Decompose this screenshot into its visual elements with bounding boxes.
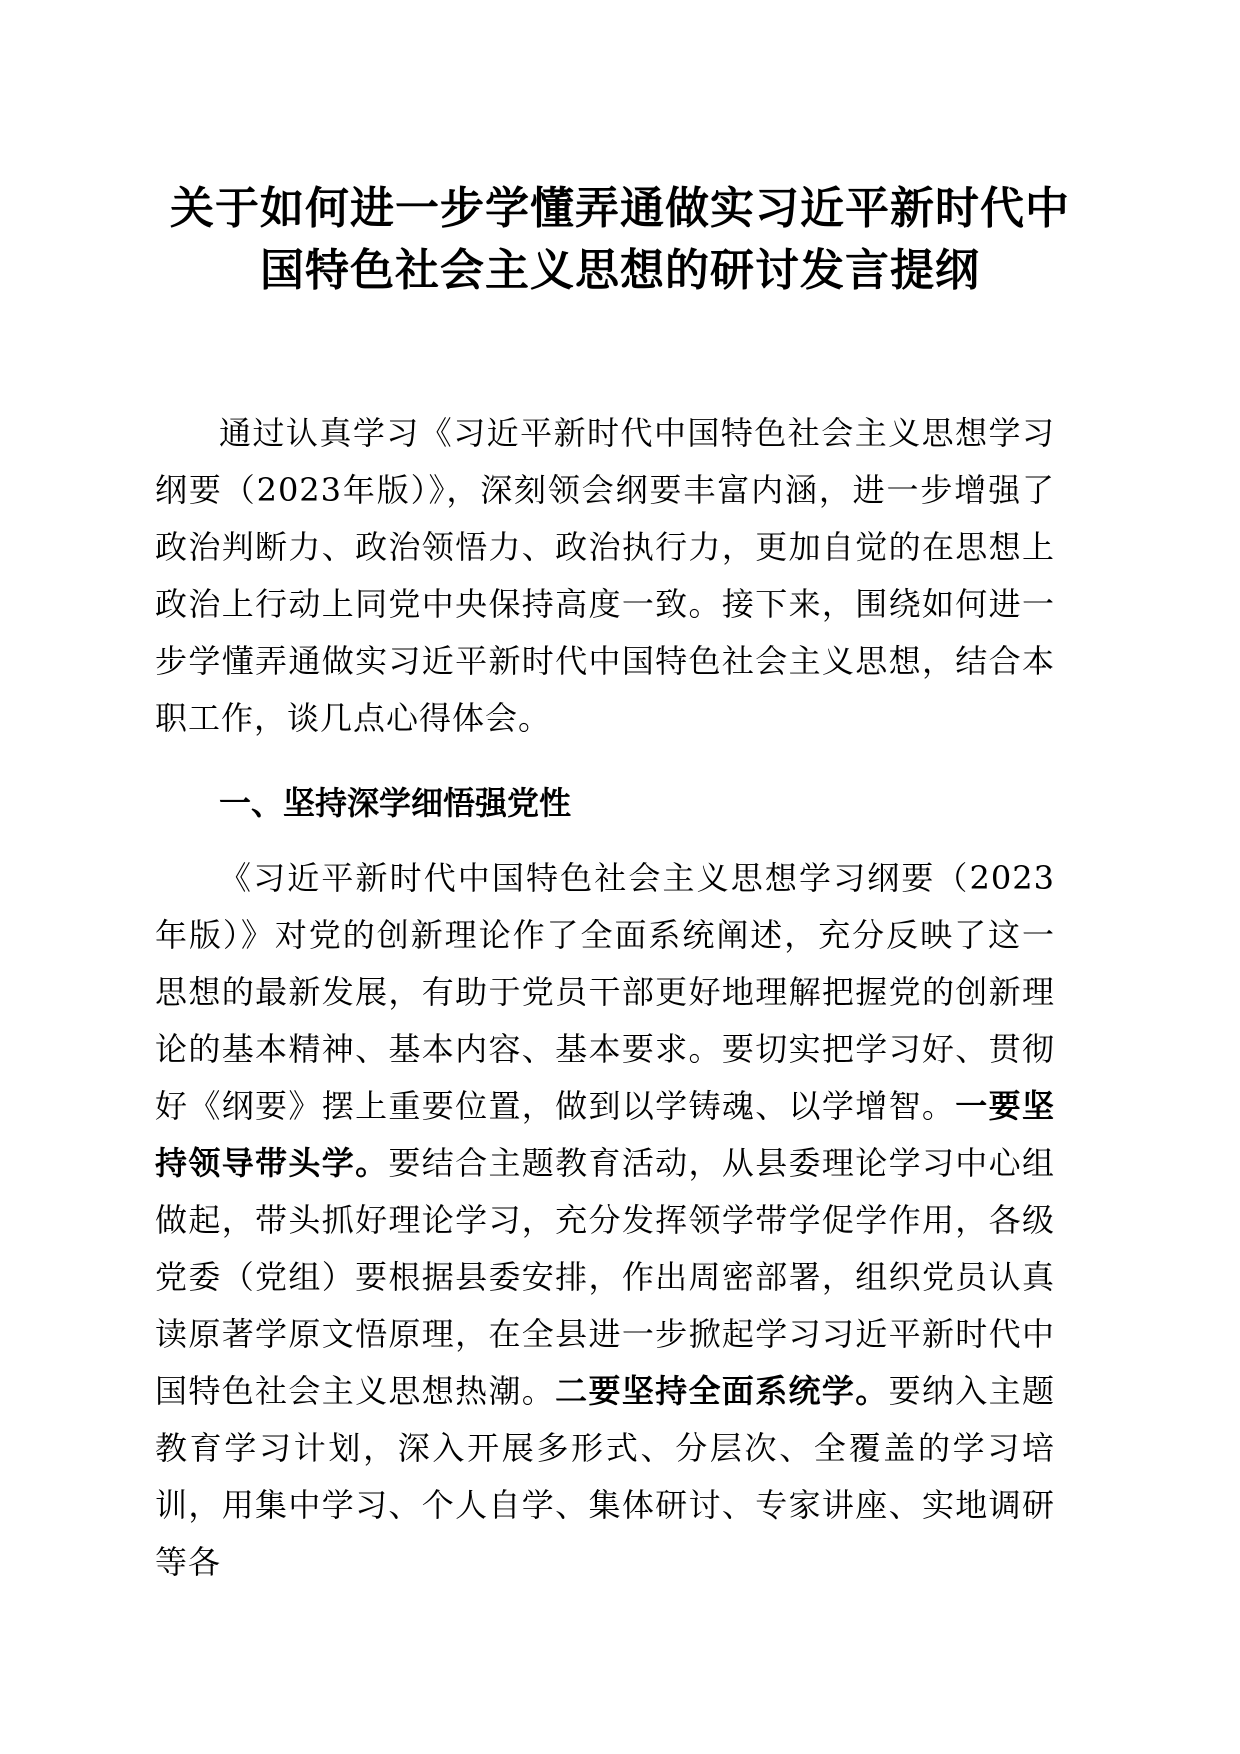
document-title: 关于如何进一步学懂弄通做实习近平新时代中国特色社会主义思想的研讨发言提纲 <box>170 183 1070 296</box>
section-1-text-a: 《习近平新时代中国特色社会主义思想学习纲要（2023年版）》对党的创新理论作了全面系统阐述，充分反映了这一思想的最新发展，有助于党员干部更好地理解把握党的创新理论的基本精神、基本内容、基本要求。要切实把学习好、贯彻好《纲要》摆上重要位置，做到以学铸魂、以学增智。 <box>155 859 1055 1125</box>
intro-paragraph: 通过认真学习《习近平新时代中国特色社会主义思想学习纲要（2023年版）》，深刻领会纲要丰富内涵，进一步增强了政治判断力、政治领悟力、政治执行力，更加自觉的在思想上政治上行动上同党中央保持高度一致。接下来，围绕如何进一步学懂弄通做实习近平新时代中国特色社会主义思想，结合本职工作，谈几点心得体会。 <box>155 414 1055 737</box>
bold-point-1: 一要坚持领导带头学。 <box>155 1087 1055 1182</box>
bold-point-2: 二要坚持全面系统学。 <box>555 1372 889 1410</box>
section-1-paragraph <box>155 850 1055 1591</box>
section-1-text-b: 要结合主题教育活动，从县委理论学习中心组做起，带头抓好理论学习，充分发挥领学带学促学作用，各级党委（党组）要根据县委安排，作出周密部署，组织党员认真读原著学原文悟原理，在全县进一步掀起学习习近平新时代中国特色社会主义思想热潮。 <box>155 1144 1055 1410</box>
section-1-text-c: 要纳入主题教育学习计划，深入开展多形式、分层次、全覆盖的学习培训，用集中学习、个人自学、集体研讨、专家讲座、实地调研等各 <box>155 1372 1055 1581</box>
section-heading-1: 一、坚持深学细悟强党性 <box>219 784 572 822</box>
